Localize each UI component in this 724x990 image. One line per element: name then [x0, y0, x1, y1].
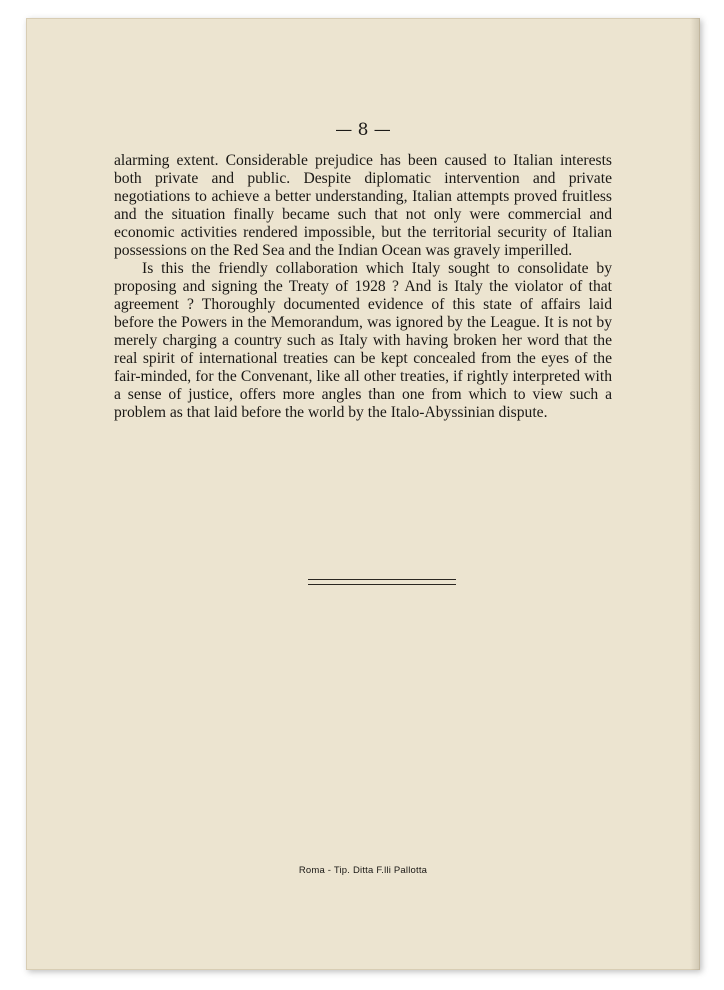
page-number: — 8 —	[335, 120, 391, 140]
body-text	[114, 152, 612, 422]
paragraph-1: alarming extent. Considerable prejudice has been caused to Italian interests both private and public. Despite diplomatic intervention and private negotiations to achieve a better understanding, Italian attempts proved fruitless and the situation finally became such that not only were commercial and economic activities rendered impossible, but the territorial security of Italian possessions on the Red Sea and the Indian Ocean was gravely imperilled.	[114, 152, 612, 259]
document-page	[26, 18, 700, 970]
section-divider	[308, 579, 456, 585]
printer-imprint: Roma - Tip. Ditta F.lli Pallotta	[298, 865, 428, 876]
paragraph-2: Is this the friendly collaboration which Italy sought to consolidate by proposing and signing the Treaty of 1928 ? And is Italy the violator of that agreement ? Thoroughly documented evidence of this state of affairs laid before the Powers in the Memorandum, was ignored by the League. It is not by merely charging a country such as Italy with having broken her word that the real spirit of international treaties can be kept concealed from the eyes of the fair-minded, for the Convenant, like all other treaties, if rightly interpreted with a sense of justice, offers more angles than one from which to view such a problem as that laid before the world by the Italo-Abyssinian dispute.	[114, 260, 612, 421]
